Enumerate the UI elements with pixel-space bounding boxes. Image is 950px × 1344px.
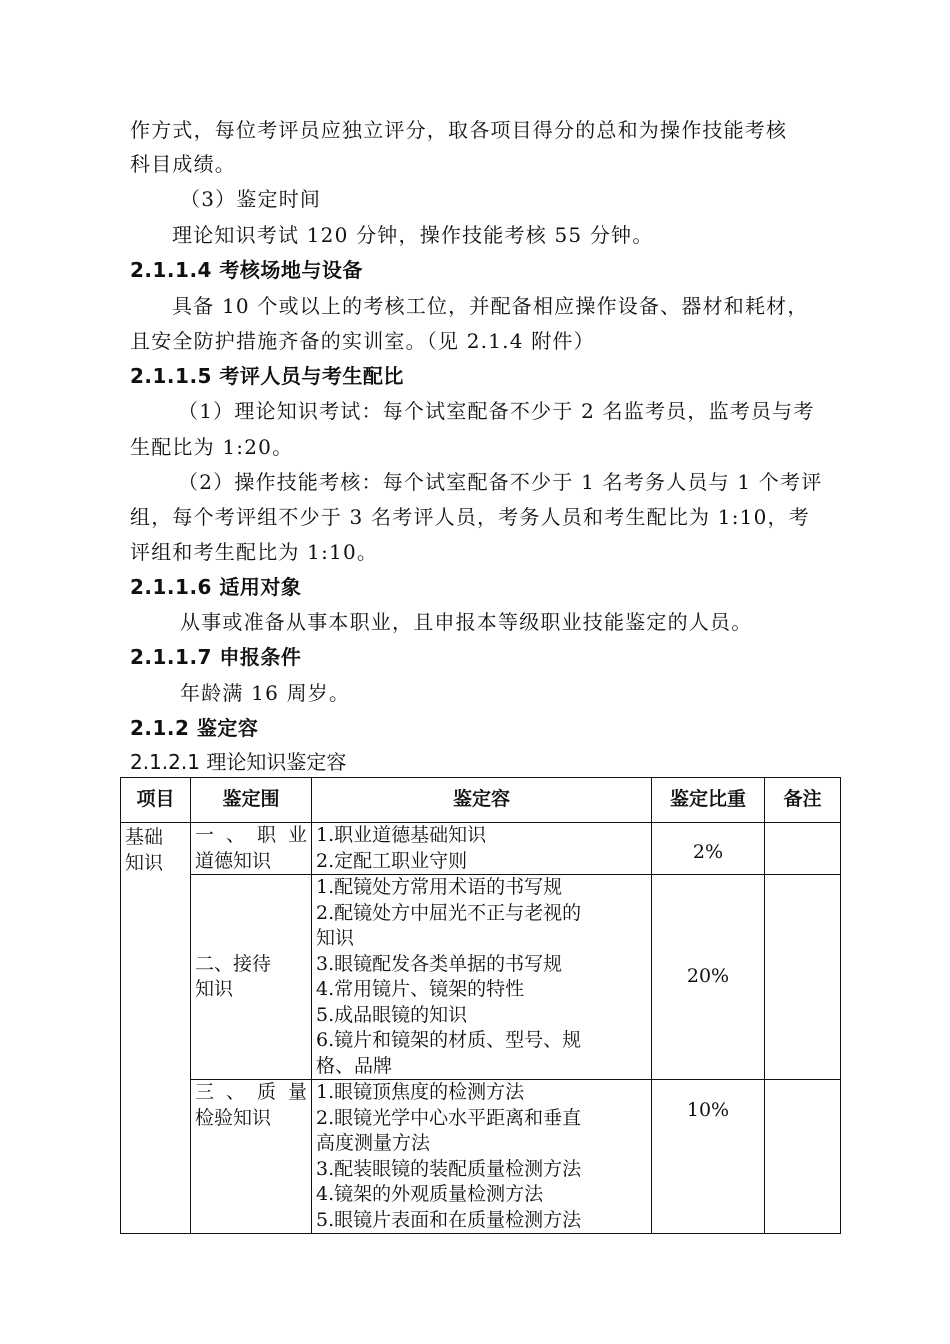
paragraph-line: 年龄满 16 周岁。: [180, 681, 351, 705]
content-item: 4.常用镜片、镜架的特性: [316, 978, 525, 1000]
content-item: 5.成品眼镜的知识: [316, 1003, 468, 1026]
header-range: 鉴定围: [191, 778, 312, 823]
paragraph-line: 生配比为 1:20。: [130, 435, 294, 459]
header-note: 备注: [765, 778, 841, 823]
paragraph-line: 理论知识考试 120 分钟，操作技能考核 55 分钟。: [172, 223, 654, 247]
paragraph-line: 且安全防护措施齐备的实训室。（见 2.1.4 附件）: [130, 329, 595, 353]
content-item: 1.职业道德基础知识: [316, 824, 487, 846]
weight-cell: 10%: [652, 1080, 765, 1234]
item-label: 知识: [125, 851, 164, 874]
item-cell: [121, 823, 191, 1234]
range-label: 二、接待: [195, 952, 272, 975]
content-cell: [312, 1080, 652, 1234]
paragraph-line: 具备 10 个或以上的考核工位，并配备相应操作设备、器材和耗材，: [172, 294, 809, 318]
content-cell: [312, 875, 652, 1080]
content-item: 高度测量方法: [316, 1132, 431, 1154]
item-label: 基础: [125, 826, 164, 848]
range-cell: [191, 875, 312, 1080]
content-item: 1.配镜处方常用术语的书写规: [316, 876, 563, 898]
header-content: 鉴定容: [312, 778, 652, 823]
section-heading: 2.1.1.4 考核场地与设备: [130, 258, 363, 282]
range-cell: [191, 823, 312, 875]
table-row: [121, 1080, 841, 1234]
theory-knowledge-table: [120, 777, 841, 1234]
section-heading: 2.1.1.6 适用对象: [130, 575, 302, 599]
table-row: [121, 823, 841, 875]
header-item: 项目: [121, 778, 191, 823]
content-item: 4.镜架的外观质量检测方法: [316, 1183, 544, 1205]
section-heading: 2.1.2 鉴定容: [130, 716, 259, 740]
range-cell: [191, 1080, 312, 1234]
table-row: [121, 875, 841, 1080]
table-header-row: [121, 778, 841, 823]
content-cell: [312, 823, 652, 875]
weight-cell: 20%: [652, 875, 765, 1080]
section-heading: 2.1.1.7 申报条件: [130, 645, 302, 669]
paragraph-line: 科目成绩。: [130, 152, 236, 176]
paragraph-line: （1）理论知识考试：每个试室配备不少于 2 名监考员，监考员与考: [178, 399, 815, 423]
note-cell: [765, 823, 841, 875]
content-item: 5.眼镜片表面和在质量检测方法: [316, 1208, 582, 1231]
paragraph-line: （3）鉴定时间: [180, 187, 322, 211]
range-label: 一、职业: [195, 824, 307, 846]
weight-cell: 2%: [652, 823, 765, 875]
content-item: 2.定配工职业守则: [316, 849, 468, 872]
content-item: 2.眼镜光学中心水平距离和垂直: [316, 1106, 582, 1129]
paragraph-line: 组，每个考评组不少于 3 名考评人员，考务人员和考生配比为 1:10，考: [130, 505, 810, 529]
note-cell: [765, 875, 841, 1080]
content-item: 3.配装眼镜的装配质量检测方法: [316, 1157, 582, 1180]
header-weight: 鉴定比重: [652, 778, 765, 823]
content-item: 6.镜片和镜架的材质、型号、规: [316, 1029, 582, 1051]
content-item: 1.眼镜顶焦度的检测方法: [316, 1081, 525, 1103]
paragraph-line: 评组和考生配比为 1:10。: [130, 540, 379, 564]
paragraph-line: （2）操作技能考核：每个试室配备不少于 1 名考务人员与 1 个考评: [178, 470, 823, 494]
paragraph-line: 作方式，每位考评员应独立评分，取各项目得分的总和为操作技能考核: [130, 118, 788, 142]
range-label: 知识: [195, 978, 234, 1000]
section-heading: 2.1.1.5 考评人员与考生配比: [130, 364, 404, 388]
subsection-heading: 2.1.2.1 理论知识鉴定容: [130, 750, 347, 774]
range-label: 三、质量: [195, 1081, 307, 1103]
content-item: 3.眼镜配发各类单据的书写规: [316, 952, 563, 975]
content-item: 知识: [316, 927, 355, 949]
range-label: 检验知识: [195, 1106, 272, 1129]
content-item: 格、品牌: [316, 1054, 393, 1077]
content-item: 2.配镜处方中屈光不正与老视的: [316, 901, 582, 924]
note-cell: [765, 1080, 841, 1234]
paragraph-line: 从事或准备从事本职业，且申报本等级职业技能鉴定的人员。: [180, 610, 753, 634]
range-label: 道德知识: [195, 849, 272, 872]
